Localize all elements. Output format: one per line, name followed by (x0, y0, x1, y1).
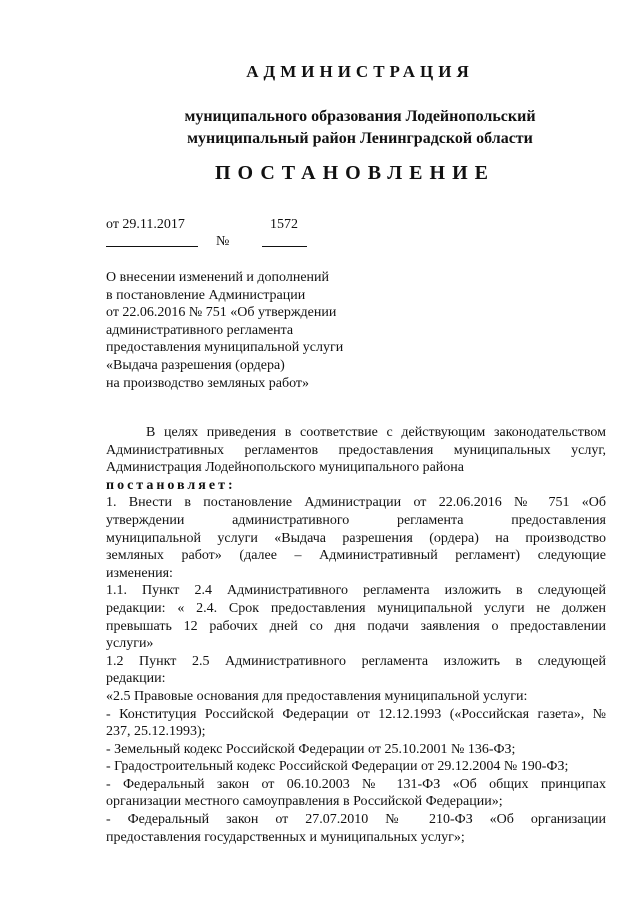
document-type-title: ПОСТАНОВЛЕНИЕ (215, 162, 495, 184)
body-line: услуги» (106, 636, 154, 652)
list-item: - Федеральный закон от 06.10.2003 № 131-ФЗ «Об общих принципах (106, 776, 606, 792)
list-item: предоставления государственных и муниципальных услуг»; (106, 829, 465, 845)
org-title: АДМИНИСТРАЦИЯ (246, 62, 474, 81)
body-line: Администрация Лодейнопольского муниципального района (106, 460, 464, 476)
number-underline (262, 246, 307, 247)
list-item: 237, 25.12.1993); (106, 724, 206, 740)
body-line: 1.1. Пункт 2.4 Административного регламента изложить в следующей (106, 583, 606, 599)
list-item: - Земельный кодекс Российской Федерации от 25.10.2001 № 136-ФЗ; (106, 741, 516, 757)
body-line: 1.2 Пункт 2.5 Административного регламента изложить в следующей (106, 653, 606, 669)
number-sign: № (216, 234, 230, 249)
subject-line: на производство земляных работ» (106, 375, 309, 391)
subject-line: «Выдача разрешения (ордера) (106, 357, 285, 373)
org-subtitle-line2: муниципальный район Ленинградской области (187, 130, 533, 147)
body-line: превышать 12 рабочих дней со дня подачи заявления о предоставлении (106, 618, 606, 634)
body-line: редакции: « 2.4. Срок предоставления муниципальной услуги не должен (106, 600, 606, 616)
date-underline (106, 246, 198, 247)
subject-line: административного регламента (106, 322, 294, 338)
body-line: 1. Внести в постановление Администрации от 22.06.2016 № 751 «Об (106, 495, 606, 511)
list-item: организации местного самоуправления в Российской Федерации»; (106, 794, 503, 810)
subject-line: предоставления муниципальной услуги (106, 340, 344, 356)
subject-line: от 22.06.2016 № 751 «Об утверждении (106, 305, 337, 321)
list-item: - Федеральный закон от 27.07.2010 № 210-ФЗ «Об организации (106, 812, 606, 828)
list-item: - Градостроительный кодекс Российской Федерации от 29.12.2004 № 190-ФЗ; (106, 759, 569, 775)
subject-line: в постановление Администрации (106, 287, 306, 303)
body-line: «2.5 Правовые основания для предоставления муниципальной услуги: (106, 688, 528, 704)
decree-word: постановляет: (106, 477, 236, 493)
body-line: муниципальной услуги «Выдача разрешения (ордера) на производство (106, 530, 606, 546)
body-line: изменения: (106, 565, 173, 581)
subject-line: О внесении изменений и дополнений (106, 270, 330, 285)
body-line: земляных работ» (далее – Административный регламент) следующие (106, 548, 606, 564)
list-item: - Конституция Российской Федерации от 12.12.1993 («Российская газета», № (106, 706, 606, 722)
org-subtitle (0, 106, 640, 150)
document-date: от 29.11.2017 (106, 217, 185, 232)
body-line: редакции: (106, 671, 166, 687)
document-number: 1572 (270, 217, 298, 232)
document-subject (106, 269, 343, 392)
body-line: утверждении административного регламента предоставления (106, 512, 606, 528)
document-body (106, 424, 606, 846)
body-line: Административных регламентов предоставления муниципальных услуг, (106, 442, 606, 458)
body-line: В целях приведения в соответствие с действующим законодательством (146, 425, 606, 440)
org-subtitle-line1: муниципального образования Лодейнопольский (184, 108, 536, 125)
